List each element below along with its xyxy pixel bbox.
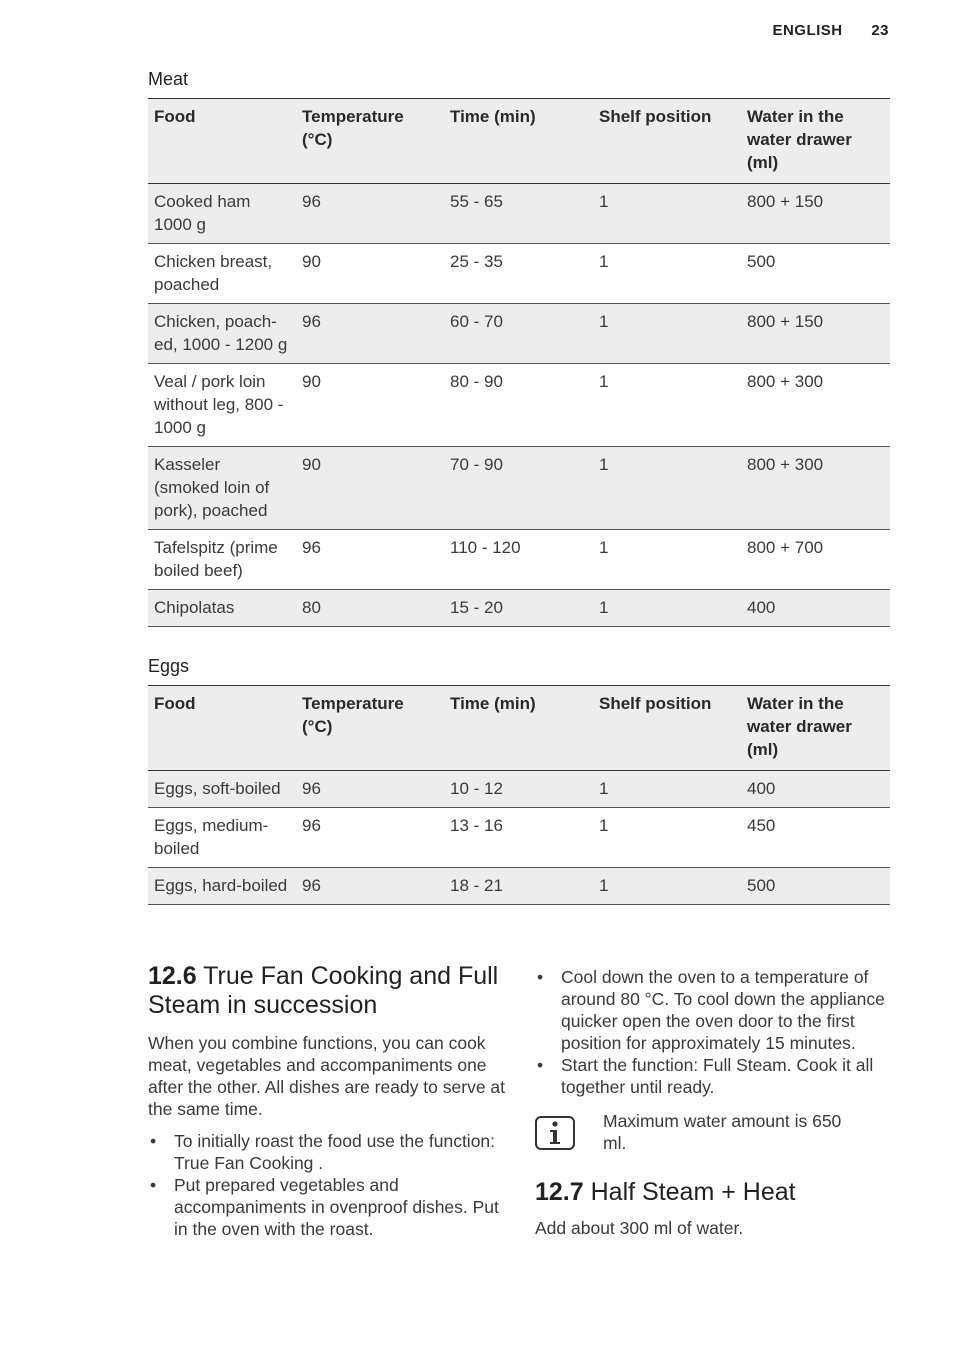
- cell-time: 110 - 120: [444, 530, 593, 590]
- meat-table-label: Meat: [148, 69, 189, 89]
- cell-temperature: 96: [296, 808, 444, 868]
- list-item: [535, 1054, 895, 1098]
- cell-time: 70 - 90: [444, 447, 593, 530]
- cell-shelf: 1: [593, 590, 741, 627]
- page-header: [772, 22, 889, 39]
- cell-shelf: 1: [593, 868, 741, 905]
- list-item-text: Cool down the oven to a temperature of around 80 °C. To cool down the appliance quicker open the oven door to the first position for approximately 15 minutes.: [561, 967, 885, 1053]
- cell-temperature: 90: [296, 364, 444, 447]
- cell-food: Eggs, soft-boiled: [148, 771, 296, 808]
- info-icon: [535, 1116, 575, 1150]
- section-12-6-heading: [148, 962, 508, 1020]
- cell-shelf: 1: [593, 184, 741, 244]
- table-row: [148, 868, 890, 905]
- eggs-table-label: Eggs: [148, 656, 190, 676]
- cell-food: Kasseler (smoked loin of pork), poached: [148, 447, 296, 530]
- cell-shelf: 1: [593, 447, 741, 530]
- cell-temperature: 90: [296, 244, 444, 304]
- column-header-temperature: Temperature (°C): [296, 686, 444, 771]
- info-note: [535, 1110, 895, 1154]
- table-row: [148, 184, 890, 244]
- list-item: [148, 1130, 508, 1174]
- table-header-row: [148, 99, 890, 184]
- list-item: [535, 966, 895, 1054]
- cell-food: Chicken, poach-ed, 1000 - 1200 g: [148, 304, 296, 364]
- column-header-food: Food: [148, 99, 296, 184]
- cell-time: 13 - 16: [444, 808, 593, 868]
- table-row: [148, 590, 890, 627]
- cell-time: 60 - 70: [444, 304, 593, 364]
- cell-water: 500: [741, 868, 890, 905]
- cell-shelf: 1: [593, 808, 741, 868]
- table-row: [148, 364, 890, 447]
- section-title: True Fan Cooking and Full Steam in succession: [148, 962, 499, 1019]
- bullet-icon: •: [537, 967, 544, 987]
- column-header-water: Water in the water drawer (ml): [741, 686, 890, 771]
- cell-temperature: 96: [296, 868, 444, 905]
- cell-food: Eggs, medium-boiled: [148, 808, 296, 868]
- list-item-text: Put prepared vegetables and accompaniments in ovenproof dishes. Put in the oven with the roast.: [174, 1175, 499, 1239]
- section-12-7-text: Add about 300 ml of water.: [535, 1218, 744, 1238]
- section-12-6-column: [148, 962, 508, 1240]
- cell-food: Veal / pork loin without leg, 800 - 1000 g: [148, 364, 296, 447]
- column-header-water: Water in the water drawer (ml): [741, 99, 890, 184]
- cell-shelf: 1: [593, 771, 741, 808]
- cell-water: 500: [741, 244, 890, 304]
- bullet-list-continued: [535, 966, 895, 1098]
- cell-water: 800 + 700: [741, 530, 890, 590]
- cell-water: 800 + 150: [741, 304, 890, 364]
- table-row: [148, 808, 890, 868]
- cell-water: 400: [741, 590, 890, 627]
- cell-time: 55 - 65: [444, 184, 593, 244]
- cell-time: 25 - 35: [444, 244, 593, 304]
- cell-food: Chipolatas: [148, 590, 296, 627]
- list-item-text: To initially roast the food use the function: True Fan Cooking .: [174, 1131, 496, 1173]
- section-title: Half Steam + Heat: [590, 1178, 796, 1206]
- list-item-text: Start the function: Full Steam. Cook it all together until ready.: [561, 1055, 874, 1097]
- cell-temperature: 96: [296, 184, 444, 244]
- cell-water: 450: [741, 808, 890, 868]
- cell-shelf: 1: [593, 304, 741, 364]
- cell-time: 10 - 12: [444, 771, 593, 808]
- cell-shelf: 1: [593, 530, 741, 590]
- eggs-table: [148, 685, 890, 905]
- section-number: 12.6: [148, 962, 197, 990]
- meat-table: [148, 98, 890, 627]
- column-header-time: Time (min): [444, 686, 593, 771]
- section-12-6-continued-column: [535, 962, 895, 1239]
- column-header-food: Food: [148, 686, 296, 771]
- cell-food: Chicken breast, poached: [148, 244, 296, 304]
- page-number: 23: [871, 22, 889, 39]
- cell-temperature: 96: [296, 530, 444, 590]
- cell-water: 800 + 150: [741, 184, 890, 244]
- table-row: [148, 447, 890, 530]
- cell-shelf: 1: [593, 244, 741, 304]
- cell-shelf: 1: [593, 364, 741, 447]
- bullet-icon: •: [150, 1175, 157, 1195]
- cell-time: 15 - 20: [444, 590, 593, 627]
- cell-time: 18 - 21: [444, 868, 593, 905]
- cell-water: 400: [741, 771, 890, 808]
- bullet-icon: •: [537, 1055, 544, 1075]
- cell-time: 80 - 90: [444, 364, 593, 447]
- cell-food: Tafelspitz (prime boiled beef): [148, 530, 296, 590]
- cell-temperature: 90: [296, 447, 444, 530]
- cell-water: 800 + 300: [741, 364, 890, 447]
- language-label: ENGLISH: [772, 22, 843, 39]
- section-12-6-intro: When you combine functions, you can cook meat, vegetables and accompaniments one after the other. All dishes are ready to serve at the same time.: [148, 1033, 506, 1119]
- table-header-row: [148, 686, 890, 771]
- section-number: 12.7: [535, 1178, 584, 1206]
- cell-food: Eggs, hard-boiled: [148, 868, 296, 905]
- info-note-text: Maximum water amount is 650 ml.: [603, 1111, 842, 1153]
- table-row: [148, 244, 890, 304]
- table-row: [148, 530, 890, 590]
- cell-water: 800 + 300: [741, 447, 890, 530]
- cell-food: Cooked ham 1000 g: [148, 184, 296, 244]
- column-header-shelf: Shelf position: [593, 686, 741, 771]
- column-header-shelf: Shelf position: [593, 99, 741, 184]
- cell-temperature: 80: [296, 590, 444, 627]
- cell-temperature: 96: [296, 304, 444, 364]
- cell-temperature: 96: [296, 771, 444, 808]
- table-row: [148, 771, 890, 808]
- column-header-time: Time (min): [444, 99, 593, 184]
- bullet-icon: •: [150, 1131, 157, 1151]
- list-item: [148, 1174, 508, 1240]
- bullet-list: [148, 1130, 508, 1240]
- column-header-temperature: Temperature (°C): [296, 99, 444, 184]
- section-12-7-heading: [535, 1178, 895, 1207]
- table-row: [148, 304, 890, 364]
